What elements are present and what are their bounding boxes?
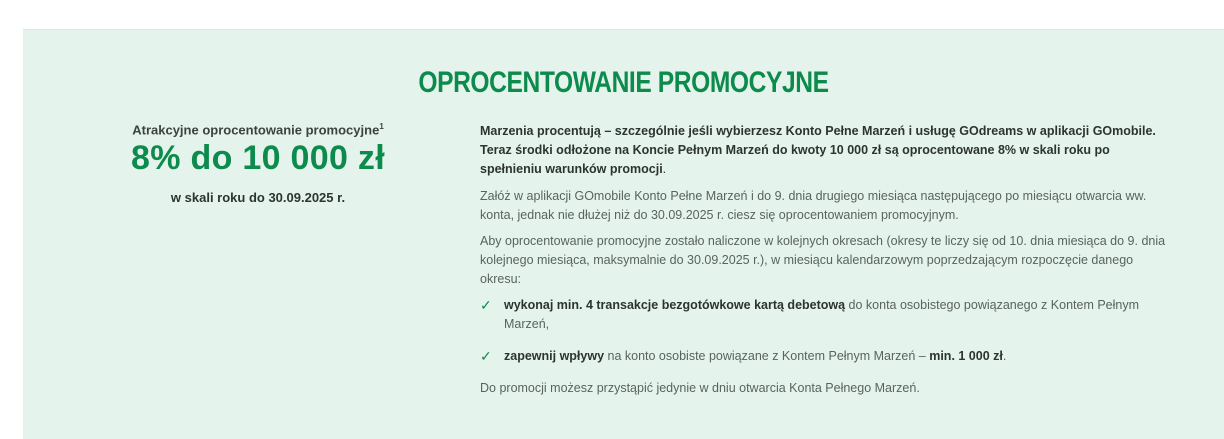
rate-value: 8% do 10 000 zł xyxy=(131,139,385,178)
checkmark-icon: ✓ xyxy=(480,297,492,313)
condition-bold: zapewnij wpływy xyxy=(504,349,605,363)
condition-text xyxy=(504,347,1170,366)
condition-rest: na konto osobiste powiązane z Kontem Pełnym Marzeń – xyxy=(604,349,930,363)
checkmark-icon: ✓ xyxy=(480,348,492,364)
paragraph-conditions: Aby oprocentowanie promocyjne zostało naliczone w kolejnych okresach (okresy te liczy się od 10. dnia miesiąca do 9. dnia kolejnego miesiąca, maksymalnie do 30.09.2025 r.), w miesiącu kalendarzowym poprzedzającym rozpoczęcie danego okresu: xyxy=(480,234,1166,286)
condition-card-transactions xyxy=(480,296,1170,334)
intro-text xyxy=(480,122,1170,179)
rate-lead-text: Atrakcyjne oprocentowanie promocyjne xyxy=(132,122,380,138)
condition-income xyxy=(480,347,1170,366)
section-title: OPROCENTOWANIE PROMOCYJNE xyxy=(418,66,829,99)
promo-panel xyxy=(23,29,1224,439)
rate-lead xyxy=(123,122,393,137)
paragraph-open-account: Załóż w aplikacji GOmobile Konto Pełne Marzeń i do 9. dnia drugiego miesiąca następującego po miesiącu otwarcia ww. konta, jednak nie dłużej niż do 30.09.2025 r. ciesz się oprocentowaniem promocyjnym. xyxy=(480,189,1147,222)
rate-period: w skali roku do 30.09.2025 r. xyxy=(170,190,346,206)
rate-summary xyxy=(123,122,393,205)
intro-main: Marzenia procentują – szczególnie jeśli wybierzesz Konto Pełne Marzeń i usługę GOdreams w aplikacji GOmobile. Teraz środki odłożone na Koncie Pełnym Marzeń do kwoty 10 000 zł są oprocentowane 8% w skali roku po spełnieniu warunków promocji xyxy=(480,124,1156,176)
condition-rest: do konta osobistego powiązanego z Kontem Pełnym Marzeń, xyxy=(504,298,1140,331)
condition-text xyxy=(504,296,1170,334)
condition-bold: wykonaj min. 4 transakcje bezgotówkowe kartą debetową xyxy=(504,298,846,312)
footnote-marker[interactable]: 1 xyxy=(379,122,384,131)
intro-end: . xyxy=(662,162,667,176)
paragraph-join-info: Do promocji możesz przystąpić jedynie w dniu otwarcia Konta Pełnego Marzeń. xyxy=(480,381,920,395)
promo-details xyxy=(480,122,1170,405)
condition-amount: min. 1 000 zł xyxy=(929,349,1003,363)
condition-end: . xyxy=(1002,349,1007,363)
